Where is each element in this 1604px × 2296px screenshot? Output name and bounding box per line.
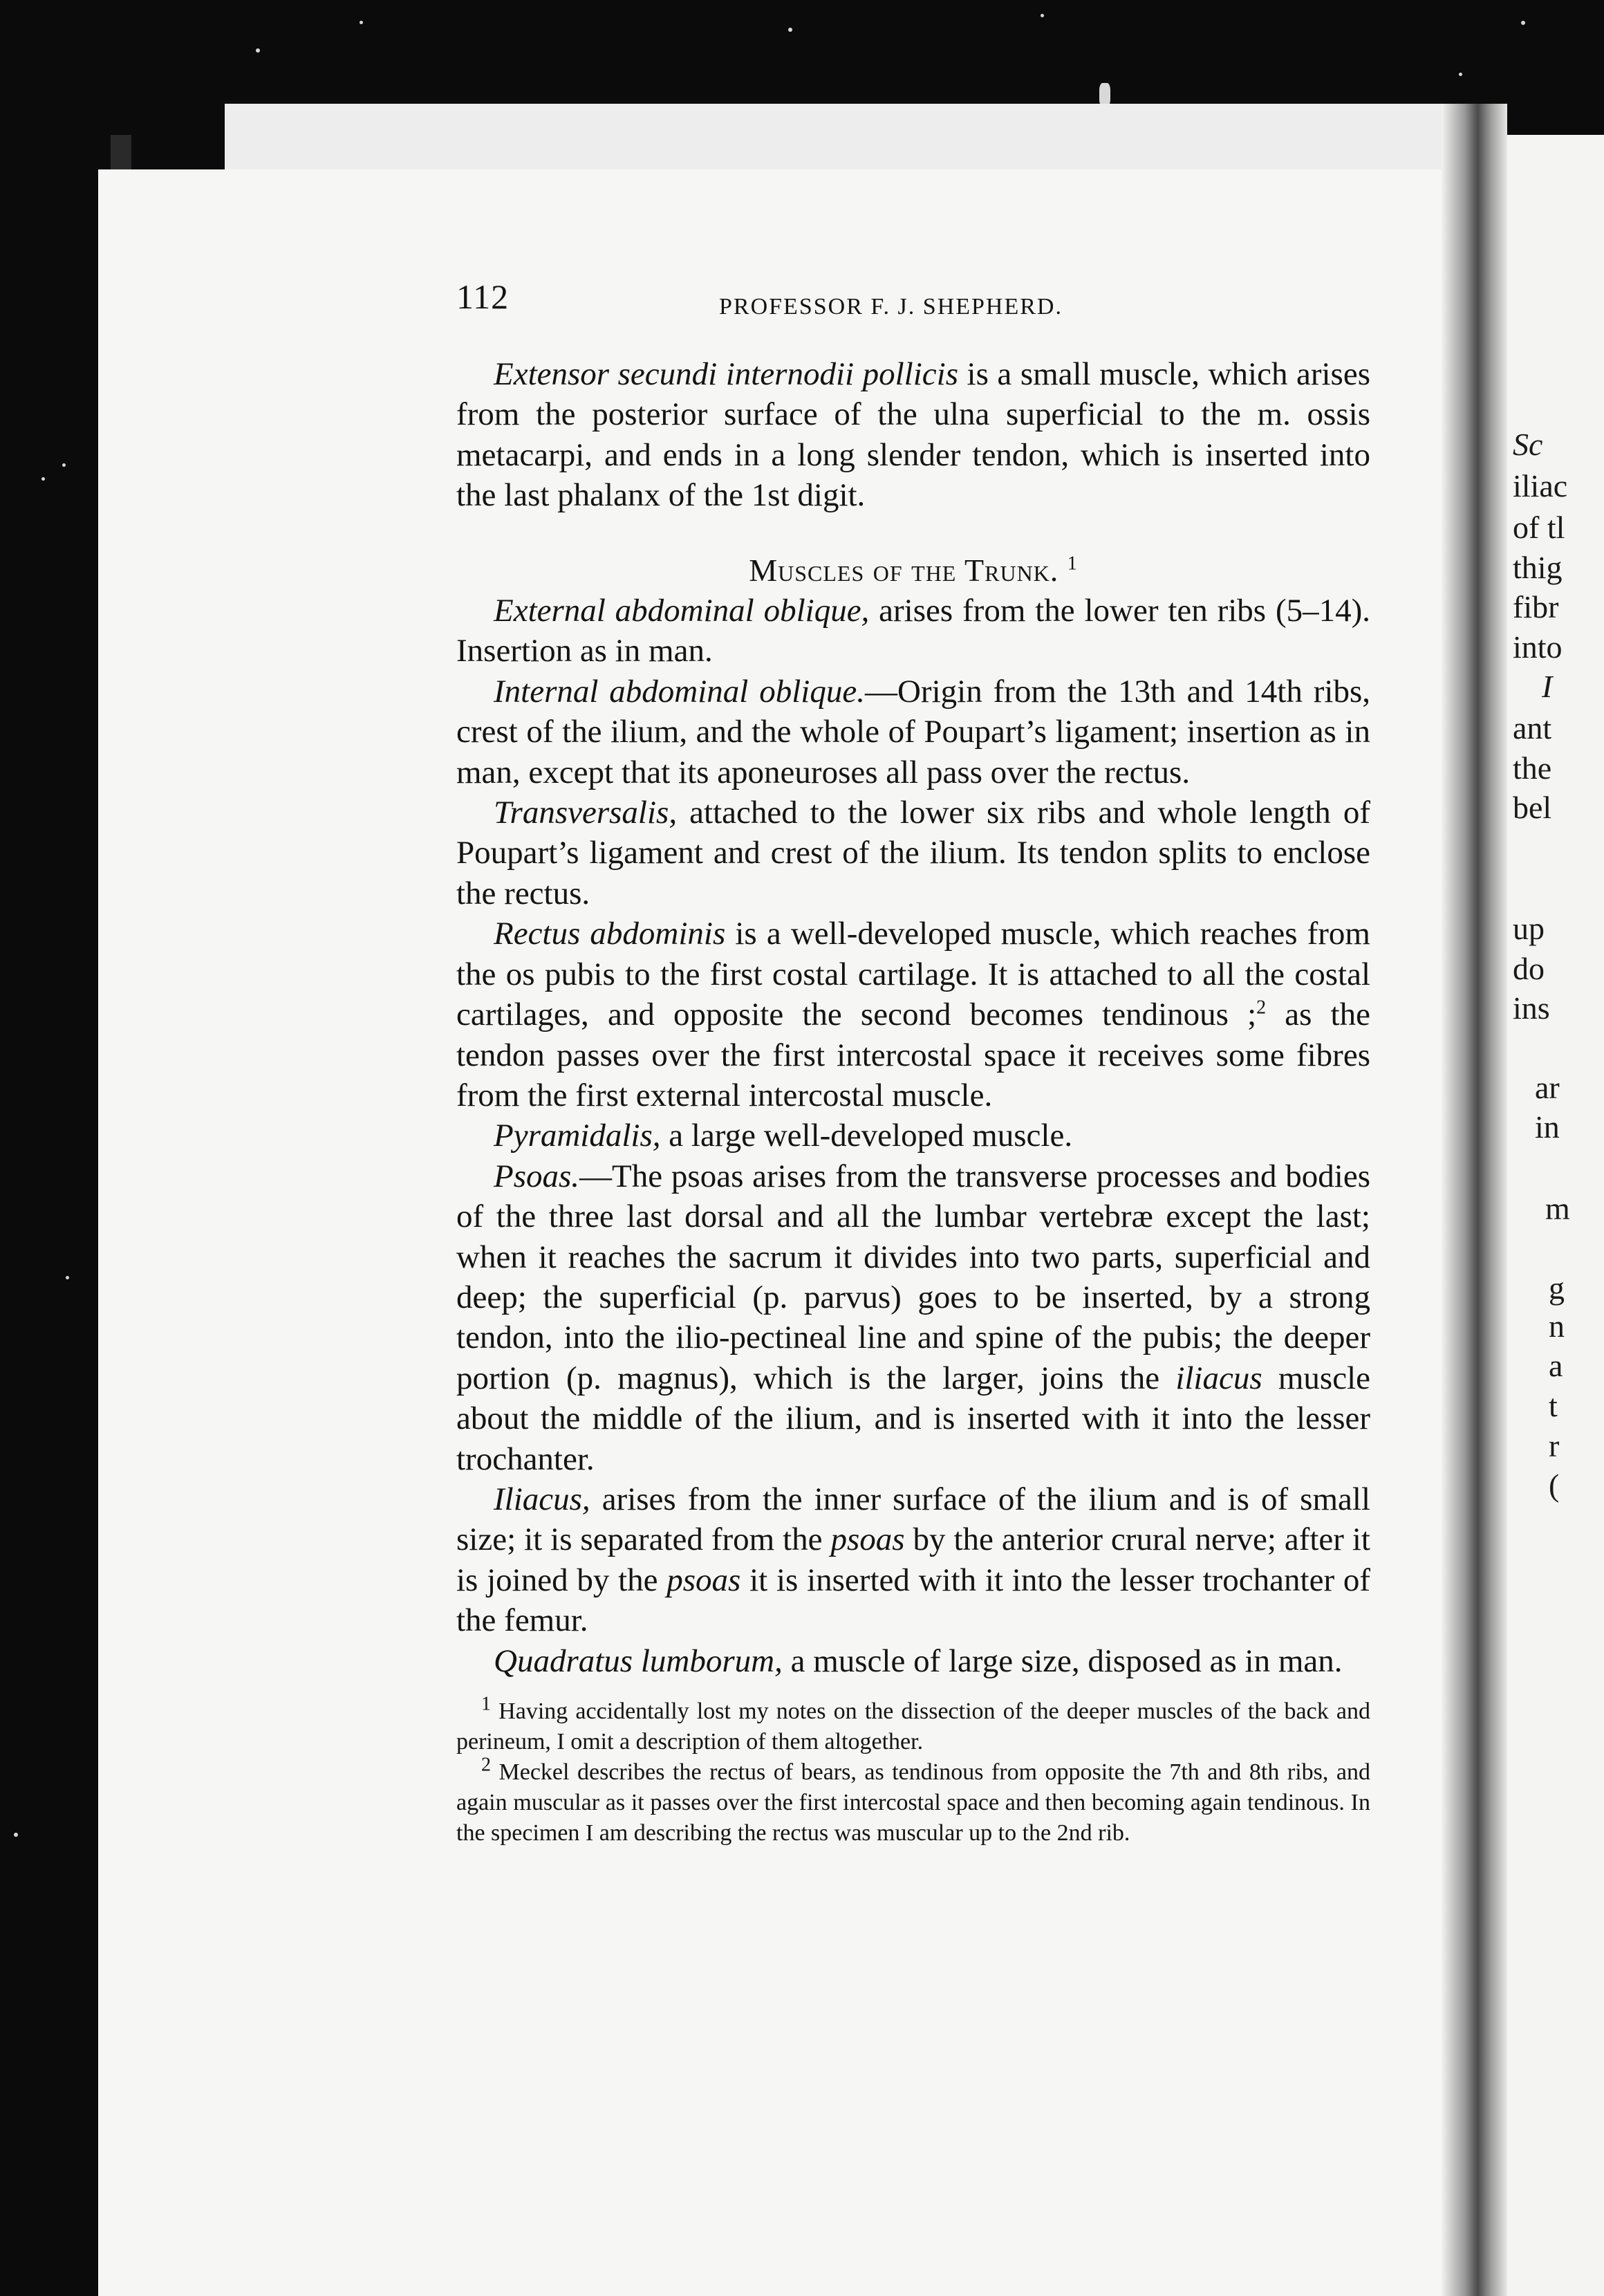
facing-fragment: Sc: [1513, 427, 1543, 462]
paragraph-text: —The psoas arises from the transverse processes and bodies of the three last dorsal and all the lumbar vertebræ except the last; when it reaches the sacrum it divides into two parts, superficial and deep; the superficial (p. parvus) goes to be inserted, by a strong tendon, into the ilio-pectineal line and spine of the pubis; the deeper portion (p. magnus), which is the larger, joins the: [456, 1158, 1370, 1396]
footnote-text: Having accidentally lost my notes on the dissection of the deeper muscles of the back and perineum, I omit a description of them altogether.: [456, 1698, 1370, 1755]
facing-fragment: r: [1549, 1428, 1560, 1463]
facing-fragment: I: [1542, 669, 1553, 704]
scan-speck: [1099, 83, 1110, 107]
facing-fragment: (: [1549, 1468, 1560, 1503]
scan-speck: [1041, 14, 1044, 17]
footnote-text: Meckel describes the rectus of bears, as tendinous from opposite the 7th and 8th ribs, and again muscular as it passes over the first intercostal space and then becoming again tendinous. In the specimen I am describing the rectus was muscular up to the 2nd rib.: [456, 1759, 1370, 1846]
scan-speck: [360, 21, 363, 24]
muscle-name-inline: psoas: [666, 1562, 741, 1598]
intro-paragraph: [456, 354, 1370, 516]
scan-speck: [41, 477, 45, 481]
facing-fragment: ant: [1513, 710, 1552, 746]
running-head: PROFESSOR F. J. SHEPHERD.: [719, 294, 1063, 320]
muscle-name-inline: psoas: [830, 1521, 905, 1558]
muscle-name: Quadratus lumborum,: [494, 1642, 783, 1679]
facing-fragment: a: [1549, 1348, 1563, 1383]
paragraph-transversalis: [456, 793, 1370, 914]
paragraph-text: a large well-developed muscle.: [660, 1118, 1073, 1154]
scan-speck: [1459, 73, 1462, 76]
footnote-ref: 2: [1256, 997, 1267, 1019]
scan-speck: [62, 463, 66, 467]
footnote-mark: 2: [481, 1754, 491, 1776]
scan-speck: [66, 1276, 69, 1279]
muscle-name-inline: iliacus: [1175, 1360, 1262, 1396]
paragraph-text: arises from the lower ten ribs (5–14). Insertion as in man.: [456, 593, 1370, 669]
section-heading: [456, 550, 1370, 591]
paragraph-rectus: [456, 914, 1370, 1115]
facing-fragment: ins: [1513, 990, 1550, 1026]
muscle-name: Extensor secundi internodii pollicis: [494, 356, 959, 392]
facing-fragment: iliac: [1513, 468, 1568, 503]
scan-speck: [14, 1833, 18, 1837]
page-number: 112: [456, 277, 510, 316]
muscle-name: Transversalis,: [494, 795, 678, 831]
paragraph-text: by the anterior crural nerve; after it is joined by the: [456, 1521, 1370, 1598]
facing-fragment: the: [1513, 750, 1552, 786]
paragraph-text: muscle about the middle of the ilium, and is inserted with it into the lesser trochanter.: [456, 1360, 1370, 1477]
paragraph-text: is a well-developed muscle, which reaches from the os pubis to the first costal cartilage. It is attached to all the costal cartilages, and opposite the second becomes tendinous ;: [456, 916, 1370, 1033]
muscle-name: Psoas.: [494, 1158, 580, 1194]
muscle-name: Internal abdominal oblique.: [494, 673, 865, 710]
facing-fragment: into: [1513, 629, 1563, 665]
muscle-name: Pyramidalis,: [494, 1118, 661, 1154]
paragraph-text: is a small muscle, which arises from the posterior surface of the ulna superficial to the m. ossis metacarpi, and ends in a long slender tendon, which is inserted into the last phalanx of the 1st digit.: [456, 356, 1370, 514]
facing-fragment: up: [1513, 911, 1545, 946]
page-body: [456, 354, 1370, 1849]
facing-fragment: t: [1549, 1388, 1558, 1423]
muscle-name: Iliacus,: [494, 1481, 590, 1517]
facing-fragment: ar: [1535, 1070, 1560, 1105]
footnote: [456, 1754, 1370, 1849]
facing-fragment: in: [1535, 1109, 1560, 1145]
footnotes: [456, 1693, 1370, 1849]
muscle-name: Rectus abdominis: [494, 916, 726, 952]
paragraph-quadratus: [456, 1641, 1370, 1681]
facing-fragment: m: [1545, 1191, 1570, 1226]
section-heading-text: Muscles of the Trunk.: [749, 552, 1059, 588]
scan-speck: [788, 28, 792, 32]
paragraph-text: arises from the inner surface of the ilium and is of small size; it is separated from the: [456, 1481, 1370, 1558]
facing-fragment: g: [1549, 1270, 1565, 1306]
paragraph-pyramidalis: [456, 1115, 1370, 1156]
paragraph-text: as the tendon passes over the first intercostal space it receives some fibres from the first external intercostal muscle.: [456, 997, 1370, 1113]
paragraph-text: a muscle of large size, disposed as in man.: [782, 1642, 1343, 1679]
book-gutter: [1442, 104, 1507, 2296]
footnote: [456, 1693, 1370, 1757]
footnote-ref: 1: [1067, 553, 1078, 575]
facing-page: [1507, 135, 1604, 2296]
scan-speck: [1521, 21, 1525, 25]
paragraph-external-oblique: [456, 591, 1370, 672]
paragraph-psoas: [456, 1156, 1370, 1479]
muscle-name: External abdominal oblique,: [494, 593, 870, 629]
paragraph-text: —Origin from the 13th and 14th ribs, crest of the ilium, and the whole of Poupart’s ligament; insertion as in man, except that its aponeuroses all pass over the rectus.: [456, 673, 1370, 790]
facing-fragment: n: [1549, 1308, 1565, 1344]
paragraph-text: attached to the lower six ribs and whole length of Poupart’s ligament and crest of the ilium. Its tendon splits to enclose the rectus.: [456, 795, 1370, 911]
paragraph-iliacus: [456, 1479, 1370, 1641]
facing-fragment: thig: [1513, 550, 1563, 585]
facing-fragment: bel: [1513, 790, 1552, 825]
facing-fragment: do: [1513, 951, 1545, 986]
facing-fragment: fibr: [1513, 589, 1559, 624]
footnote-mark: 1: [481, 1693, 491, 1715]
scan-speck: [256, 48, 260, 53]
paragraph-text: it is inserted with it into the lesser trochanter of the femur.: [456, 1562, 1371, 1639]
facing-fragment: of tl: [1513, 510, 1565, 545]
paragraph-internal-oblique: [456, 672, 1370, 793]
